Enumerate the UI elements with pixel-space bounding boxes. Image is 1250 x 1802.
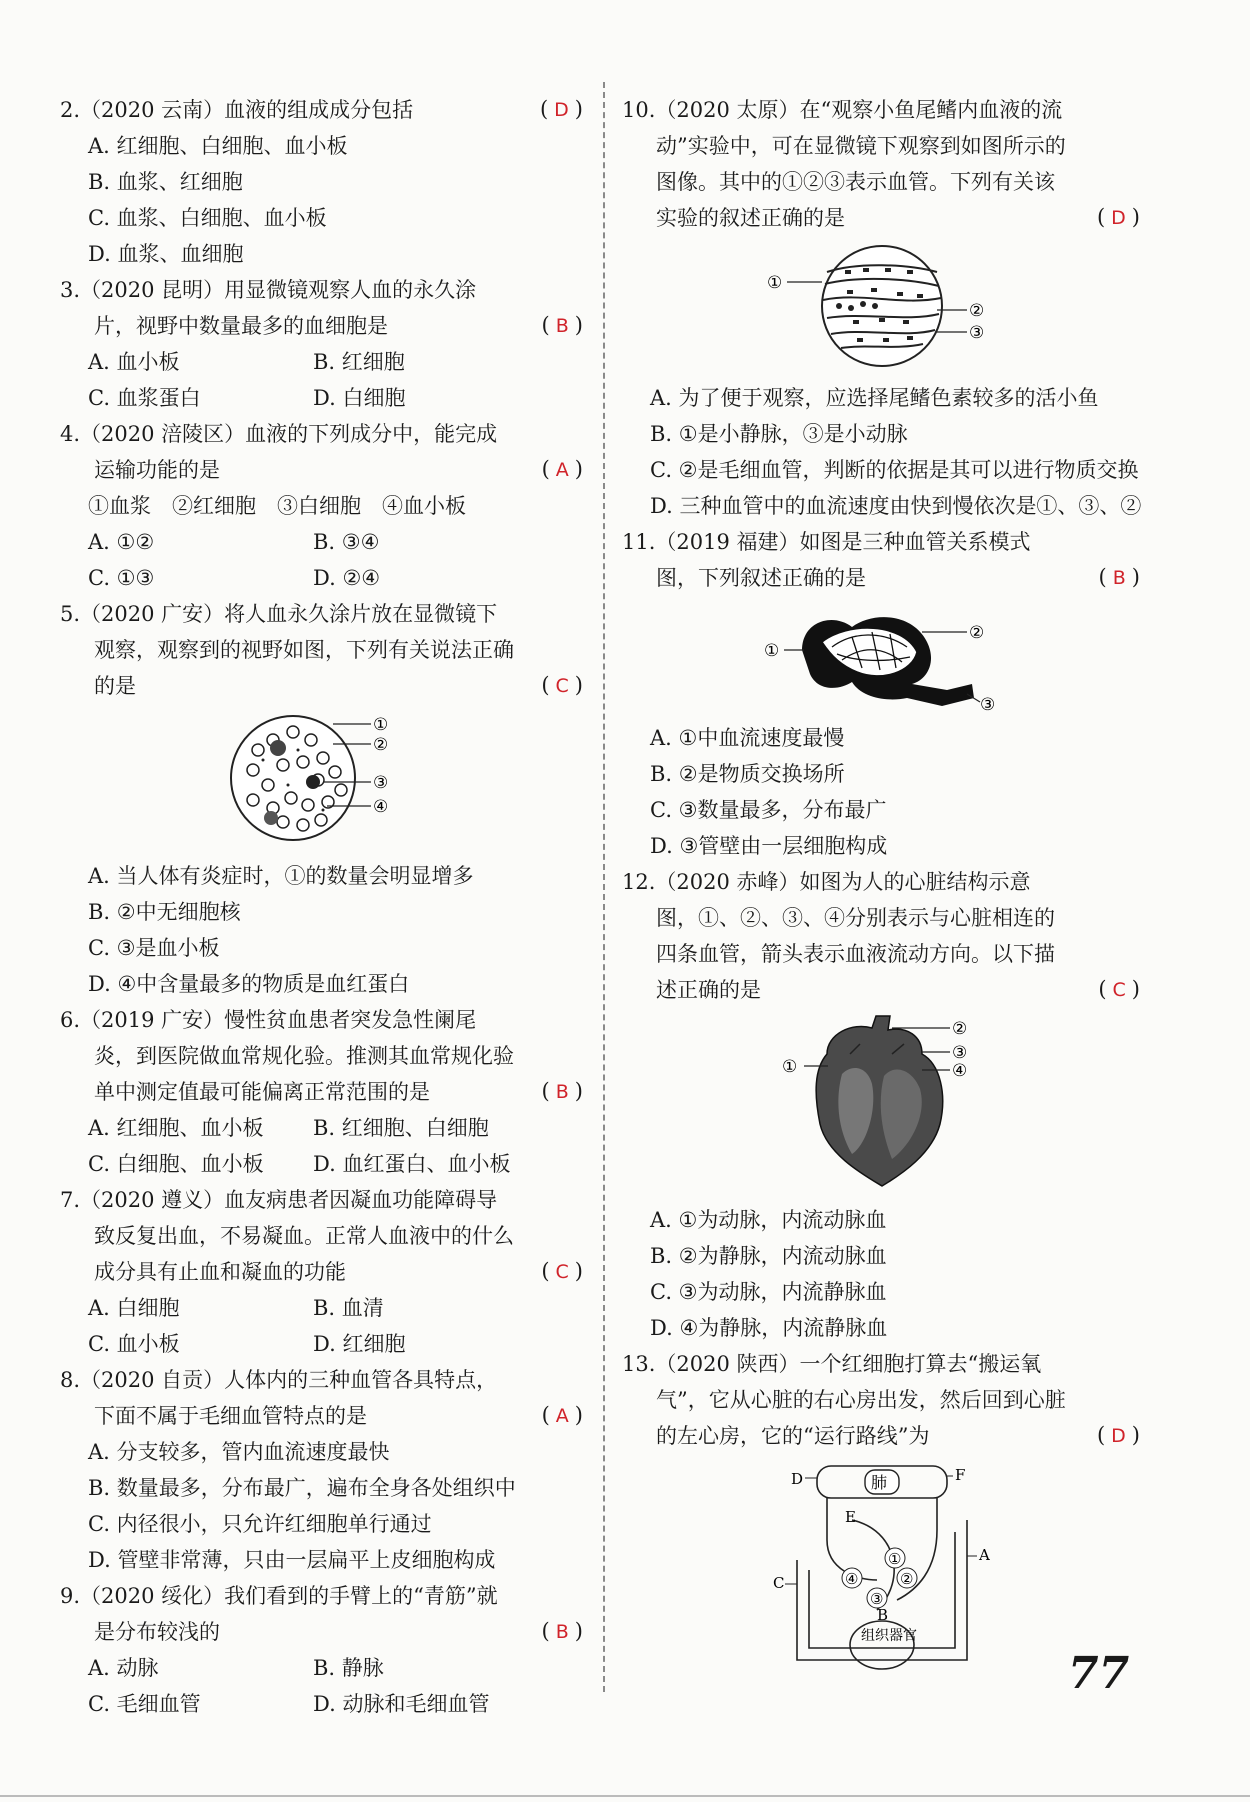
option: C. ③为动脉，内流静脉血	[650, 1280, 887, 1304]
label-3: ③	[372, 773, 388, 793]
option: A. 动脉	[88, 1656, 159, 1680]
answer-bracket: ( A )	[541, 457, 585, 481]
column-divider	[603, 82, 605, 1692]
answer-bracket: ( D )	[1096, 205, 1142, 229]
question-5	[60, 596, 585, 1002]
answer-letter: A	[555, 459, 571, 481]
label-2: ②	[372, 735, 388, 755]
option: C. ③是血小板	[88, 936, 220, 960]
answer-letter: D	[1111, 1425, 1128, 1447]
answer-bracket: ( B )	[541, 313, 585, 337]
question-2	[60, 92, 585, 272]
blood-smear-figure	[223, 710, 423, 850]
option: D. 血浆、血细胞	[88, 242, 244, 266]
option: A. 为了便于观察，应选择尾鳍色素较多的活小鱼	[650, 386, 1099, 410]
question-9	[60, 1578, 585, 1722]
lung-label: 肺	[871, 1473, 888, 1492]
answer-letter: C	[555, 1261, 571, 1283]
option: A. ①②	[88, 530, 155, 554]
option: A. 红细胞、血小板	[88, 1116, 264, 1140]
option: A. ①为动脉，内流动脉血	[650, 1208, 887, 1232]
bottom-rule	[0, 1795, 1250, 1797]
answer-letter: B	[1112, 567, 1128, 589]
option: A. 分支较多，管内血流速度最快	[88, 1440, 390, 1464]
question-stem: 2.（2020 云南）血液的组成成分包括	[60, 98, 414, 122]
answer-letter: A	[555, 1405, 571, 1427]
path-label-B: B	[877, 1606, 889, 1624]
label-1: ①	[372, 715, 388, 735]
answer-letter: D	[554, 99, 571, 121]
question-11	[622, 524, 1142, 864]
option: B. 红细胞、白细胞	[313, 1116, 489, 1140]
question-stem: 5.（2020 广安）将人血永久涂片放在显微镜下观察，观察到的视野如图，下列有关说法正确的是	[60, 602, 514, 698]
option: B. ③④	[313, 530, 380, 554]
label-2: ②	[969, 301, 985, 321]
left-column	[60, 92, 585, 1722]
option: D. ④中含量最多的物质是血红蛋白	[88, 972, 410, 996]
choice-items: ①血浆 ②红细胞 ③白细胞 ④血小板	[88, 494, 466, 518]
option: C. 内径很小，只允许红细胞单行通过	[88, 1512, 432, 1536]
answer-bracket: ( B )	[541, 1079, 585, 1103]
option: C. 血浆蛋白	[88, 386, 201, 410]
question-4	[60, 416, 585, 596]
option: A. 白细胞	[88, 1296, 180, 1320]
option: C. ③数量最多，分布最广	[650, 798, 887, 822]
option: C. 白细胞、血小板	[88, 1152, 264, 1176]
question-stem: 11.（2019 福建）如图是三种血管关系模式图，下列叙述正确的是	[622, 530, 1031, 590]
option: C. 血浆、白细胞、血小板	[88, 206, 327, 230]
answer-letter: D	[1111, 207, 1128, 229]
question-stem: 13.（2020 陕西）一个红细胞打算去“搬运氧气”，它从心脏的右心房出发，然后回到心脏的左心房，它的“运行路线”为	[622, 1352, 1066, 1448]
option: C. ①③	[88, 566, 155, 590]
heart-label-2: ②	[900, 1570, 914, 1588]
option: D. 三种血管中的血流速度由快到慢依次是①、③、②	[650, 494, 1142, 518]
option: B. 数量最多，分布最广，遍布全身各处组织中	[88, 1476, 516, 1500]
answer-bracket: ( B )	[1098, 565, 1142, 589]
answer-letter: C	[1112, 979, 1128, 1001]
question-7	[60, 1182, 585, 1362]
heart-label-1: ①	[888, 1550, 902, 1568]
option: B. 红细胞	[313, 350, 405, 374]
question-stem: 3.（2020 昆明）用显微镜观察人血的永久涂片，视野中数量最多的血细胞是	[60, 278, 477, 338]
question-8	[60, 1362, 585, 1578]
label-3: ③	[980, 695, 996, 712]
answer-letter: B	[555, 1621, 571, 1643]
option: D. ④为静脉，内流静脉血	[650, 1316, 888, 1340]
label-4: ④	[372, 797, 388, 817]
question-stem: 7.（2020 遵义）血友病患者因凝血功能障碍导致反复出血，不易凝血。正常人血液中的什么成分具有止血和凝血的功能	[60, 1188, 514, 1284]
label-4: ④	[952, 1061, 968, 1081]
option: D. 管壁非常薄，只由一层扁平上皮细胞构成	[88, 1548, 496, 1572]
option: C. 毛细血管	[88, 1692, 201, 1716]
label-2: ②	[969, 623, 985, 643]
option: B. ②为静脉，内流动脉血	[650, 1244, 887, 1268]
question-stem: 4.（2020 涪陵区）血液的下列成分中，能完成运输功能的是	[60, 422, 498, 482]
option: A. 当人体有炎症时，①的数量会明显增多	[88, 864, 474, 888]
right-column	[622, 92, 1142, 1688]
option: B. ②中无细胞核	[88, 900, 241, 924]
blood-vessel-model-figure	[762, 602, 1002, 712]
question-stem: 6.（2019 广安）慢性贫血患者突发急性阑尾炎，到医院做血常规化验。推测其血常规化验单中测定值最可能偏离正常范围的是	[60, 1008, 514, 1104]
path-label-E: E	[845, 1508, 856, 1526]
question-3	[60, 272, 585, 416]
tissue-label: 组织器官	[861, 1628, 917, 1644]
answer-bracket: ( A )	[541, 1403, 585, 1427]
answer-bracket: ( C )	[541, 1259, 585, 1283]
question-12	[622, 864, 1142, 1346]
heart-structure-figure	[772, 1014, 992, 1194]
option: B. 血浆、红细胞	[88, 170, 243, 194]
circulation-diagram-figure	[757, 1460, 1007, 1680]
option: D. ②④	[313, 566, 381, 590]
option: A. 红细胞、白细胞、血小板	[88, 134, 348, 158]
fish-tail-microscope-figure	[767, 242, 997, 372]
option: B. ①是小静脉，③是小动脉	[650, 422, 908, 446]
answer-letter: B	[555, 1081, 571, 1103]
answer-bracket: ( D )	[1096, 1423, 1142, 1447]
answer-bracket: ( C )	[541, 673, 585, 697]
option: B. ②是物质交换场所	[650, 762, 845, 786]
option: B. 静脉	[313, 1656, 384, 1680]
option: D. 红细胞	[313, 1332, 406, 1356]
question-13	[622, 1346, 1142, 1680]
answer-bracket: ( B )	[541, 1619, 585, 1643]
path-label-D: D	[791, 1470, 804, 1488]
question-stem: 8.（2020 自贡）人体内的三种血管各具特点，下面不属于毛细血管特点的是	[60, 1368, 498, 1428]
answer-bracket: ( C )	[1098, 977, 1142, 1001]
path-label-A: A	[979, 1546, 990, 1564]
option: B. 血清	[313, 1296, 384, 1320]
question-stem: 12.（2020 赤峰）如图为人的心脏结构示意图，①、②、③、④分别表示与心脏相连的四条血管，箭头表示血液流动方向。以下描述正确的是	[622, 870, 1055, 1002]
answer-letter: C	[555, 675, 571, 697]
path-label-F: F	[955, 1466, 966, 1484]
option: D. 白细胞	[313, 386, 406, 410]
path-label-C: C	[773, 1574, 785, 1592]
option: D. 动脉和毛细血管	[313, 1692, 490, 1716]
answer-bracket: ( D )	[539, 97, 585, 121]
question-stem: 9.（2020 绥化）我们看到的手臂上的“青筋”就是分布较浅的	[60, 1584, 498, 1644]
label-3: ③	[952, 1043, 968, 1063]
question-10	[622, 92, 1142, 524]
label-3: ③	[969, 323, 985, 343]
label-1: ①	[767, 273, 783, 293]
option: C. 血小板	[88, 1332, 180, 1356]
question-6	[60, 1002, 585, 1182]
option: D. 血红蛋白、血小板	[313, 1152, 511, 1176]
page-number: 77	[1068, 1648, 1130, 1699]
option: A. ①中血流速度最慢	[650, 726, 845, 750]
question-stem: 10.（2020 太原）在“观察小鱼尾鳍内血液的流动”实验中，可在显微镜下观察到如图所示的图像。其中的①②③表示血管。下列有关该实验的叙述正确的是	[622, 98, 1066, 230]
option: D. ③管壁由一层细胞构成	[650, 834, 888, 858]
label-2: ②	[952, 1019, 968, 1039]
answer-letter: B	[555, 315, 571, 337]
option: A. 血小板	[88, 350, 180, 374]
option: C. ②是毛细血管，判断的依据是其可以进行物质交换	[650, 458, 1139, 482]
label-1: ①	[764, 641, 780, 661]
heart-label-3: ③	[870, 1590, 884, 1608]
label-1: ①	[782, 1057, 798, 1077]
heart-label-4: ④	[845, 1570, 859, 1588]
